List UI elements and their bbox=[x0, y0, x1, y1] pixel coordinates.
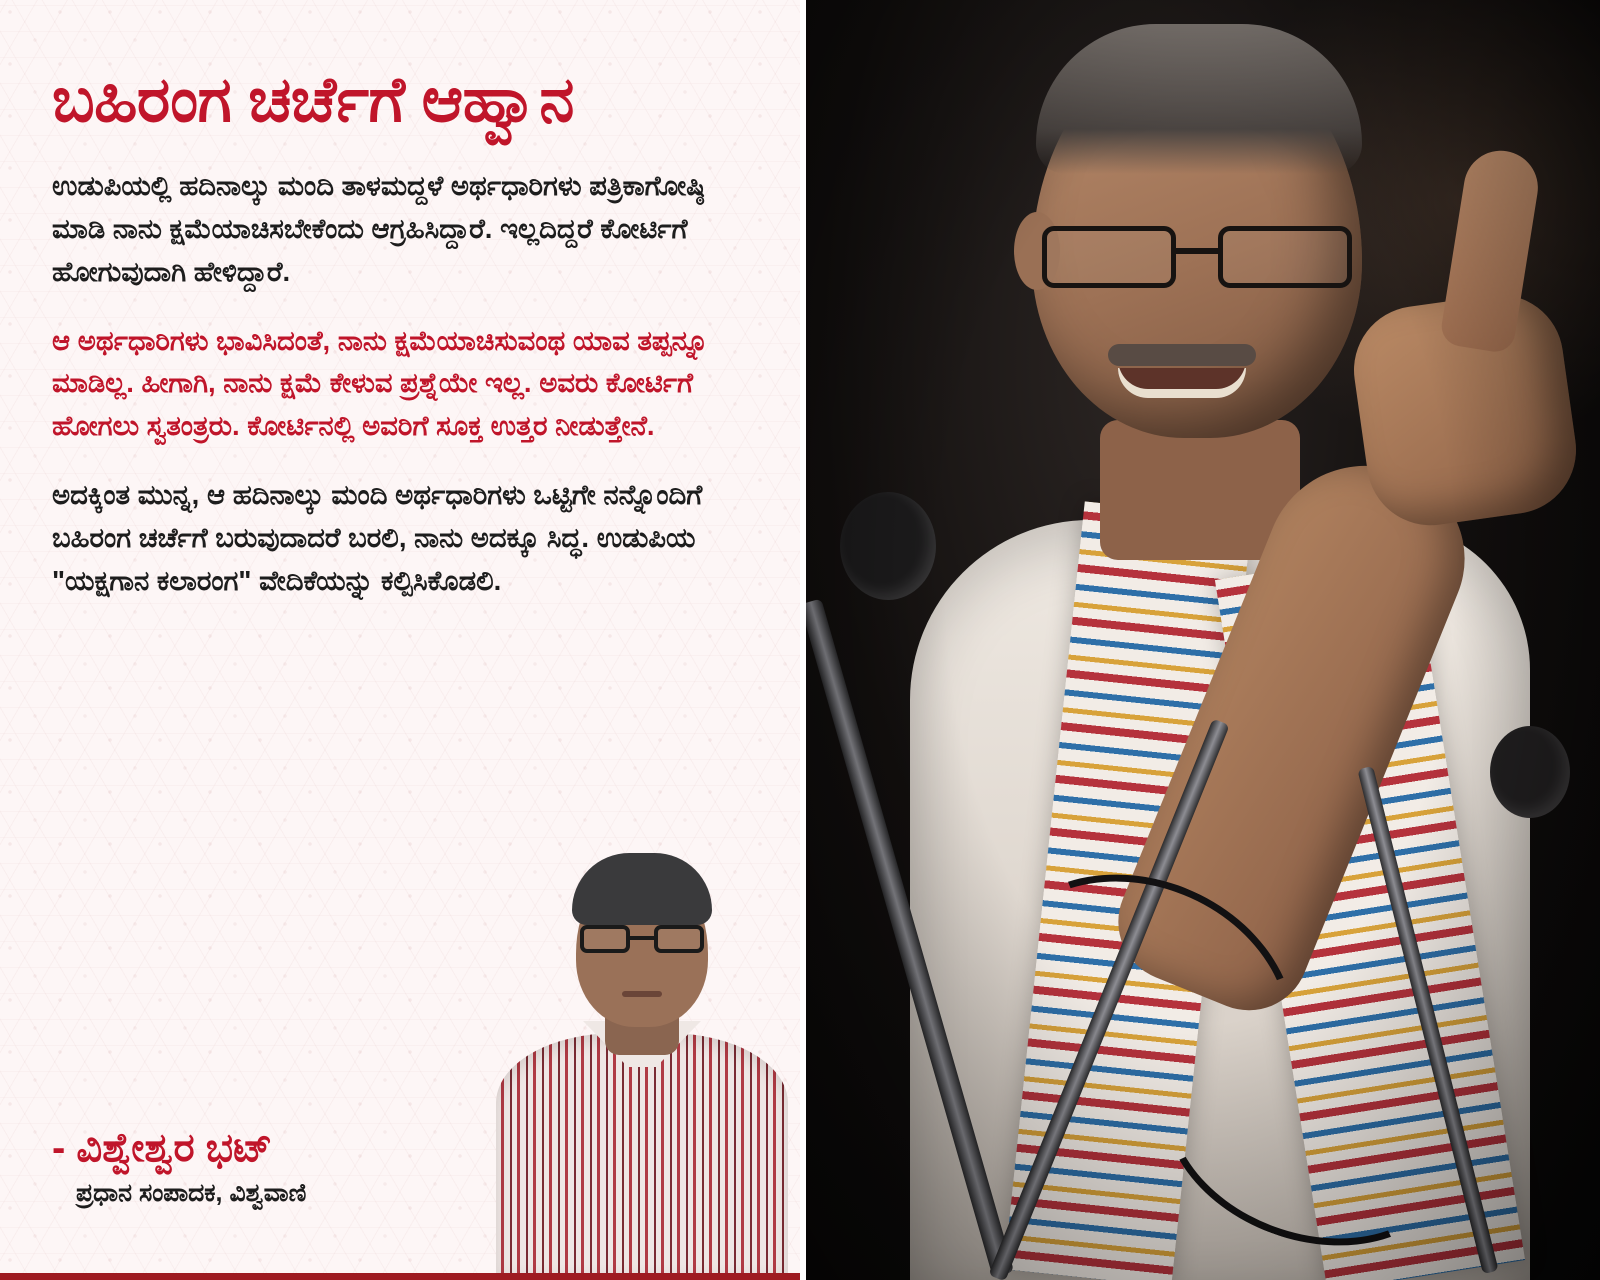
glasses-bridge bbox=[630, 936, 654, 940]
portrait-mouth bbox=[622, 991, 662, 997]
author-portrait bbox=[496, 843, 788, 1273]
page-title: ಬಹಿರಂಗ ಚರ್ಚೆಗೆ ಆಹ್ವಾನ bbox=[52, 65, 574, 135]
photo-vignette bbox=[800, 0, 1600, 1280]
glasses-right-lens bbox=[654, 925, 704, 953]
speaker-photo bbox=[800, 0, 1600, 1280]
panel-divider bbox=[800, 0, 806, 1280]
glasses-icon bbox=[580, 925, 704, 955]
statement-paragraph-1: ಉಡುಪಿಯಲ್ಲಿ ಹದಿನಾಲ್ಕು ಮಂದಿ ತಾಳಮದ್ದಳೆ ಅರ್ಥಧಾರಿಗಳು ಪತ್ರಿಕಾಗೋಷ್ಠಿ ಮಾಡಿ ನಾನು ಕ್ಷಮೆಯಾಚಿಸಬೇಕೆಂದು ಆಗ್ರಹಿಸಿದ್ದಾರೆ. ಇಲ್ಲದಿದ್ದರೆ ಕೋರ್ಟಿಗೆ ಹೋಗುವುದಾಗಿ ಹೇಳಿದ್ದಾರೆ. bbox=[52, 169, 705, 287]
portrait-hair bbox=[572, 853, 712, 925]
statement-paragraph-3: ಅದಕ್ಕಿಂತ ಮುನ್ನ, ಆ ಹದಿನಾಲ್ಕು ಮಂದಿ ಅರ್ಥಧಾರಿಗಳು ಒಟ್ಟಿಗೇ ನನ್ನೊಂದಿಗೆ ಬಹಿರಂಗ ಚರ್ಚೆಗೆ ಬರುವುದಾದರೆ ಬರಲಿ, ನಾನು ಅದಕ್ಕೂ ಸಿದ್ಧ. ಉಡುಪಿಯ "ಯಕ್ಷಗಾನ ಕಲಾರಂಗ" ವೇದಿಕೆಯನ್ನು ಕಲ್ಪಿಸಿಕೊಡಲಿ. bbox=[52, 479, 703, 596]
statement-paragraph-2: ಆ ಅರ್ಥಧಾರಿಗಳು ಭಾವಿಸಿದಂತೆ, ನಾನು ಕ್ಷಮೆಯಾಚಿಸುವಂಥ ಯಾವ ತಪ್ಪನ್ನೂ ಮಾಡಿಲ್ಲ. ಹೀಗಾಗಿ, ನಾನು ಕ್ಷಮೆ ಕೇಳುವ ಪ್ರಶ್ನೆಯೇ ಇಲ್ಲ. ಅವರು ಕೋರ್ಟಿಗೆ ಹೋಗಲು ಸ್ವತಂತ್ರರು. ಕೋರ್ಟಿನಲ್ಲಿ ಅವರಿಗೆ ಸೂಕ್ತ ಉತ್ತರ ನೀಡುತ್ತೇನೆ. bbox=[52, 324, 709, 442]
glasses-left-lens bbox=[580, 925, 630, 953]
portrait-shirt bbox=[496, 1033, 788, 1273]
signature-role: ಪ್ರಧಾನ ಸಂಪಾದಕ, ವಿಶ್ವವಾಣಿ bbox=[76, 1179, 307, 1207]
photo-stage bbox=[800, 0, 1600, 1280]
signature-name: - ವಿಶ್ವೇಶ್ವರ ಭಟ್ bbox=[52, 1126, 273, 1170]
signature-block bbox=[52, 1125, 306, 1208]
